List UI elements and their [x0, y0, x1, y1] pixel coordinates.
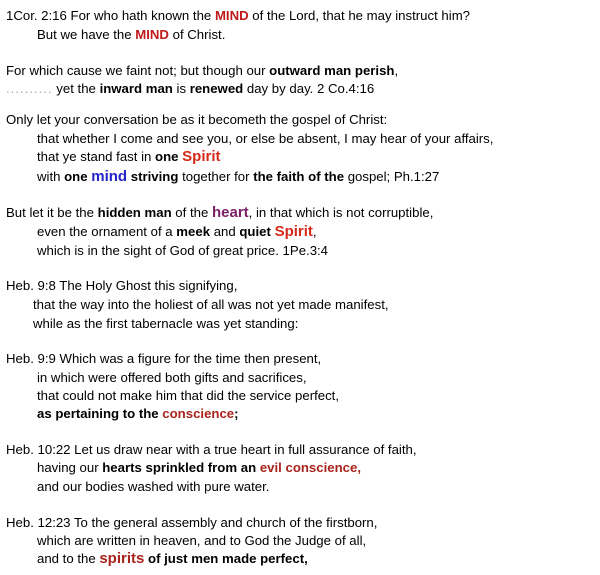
verse-heb99-line-2: in which were offered both gifts and sacrifices, [37, 370, 307, 385]
verse-heb1223-line-3 [37, 551, 308, 567]
bold-meek: meek [176, 224, 211, 239]
text: 1Cor. 2:16 For who hath known the [6, 8, 215, 23]
text: But we have the [37, 27, 136, 42]
highlight-heart: heart [211, 204, 249, 221]
verse-ph-line-2: that whether I come and see you, or else be absent, I may hear of your affairs, [37, 131, 494, 146]
text: that ye stand fast in [37, 149, 156, 164]
text: , in that which is not corruptible, [248, 205, 434, 220]
highlight-spirits: spirits [99, 550, 145, 567]
text: with [37, 169, 65, 184]
text: ; [234, 406, 239, 421]
verse-heb1022-line-3: and our bodies washed with pure water. [37, 479, 270, 494]
bold-inward-man: inward man [99, 81, 173, 96]
verse-ph-line-1: Only let your conversation be as it becometh the gospel of Christ: [6, 112, 388, 127]
verse-1pe-line-2 [37, 224, 317, 240]
verse-heb98-line-3: while as the first tabernacle was yet standing: [33, 316, 299, 331]
text: yet the [52, 81, 100, 96]
highlight-mind: MIND [214, 8, 249, 23]
text: and to the [37, 551, 100, 566]
bold-just-men: of just men made perfect, [144, 551, 308, 566]
verse-heb98-line-1: Heb. 9:8 The Holy Ghost this signifying, [6, 278, 238, 293]
text: of the Lord, that he may instruct him? [248, 8, 471, 23]
text: , [394, 63, 399, 78]
bold-quiet: quiet [239, 224, 271, 239]
verse-heb99-line-4 [37, 406, 239, 422]
text: is [172, 81, 190, 96]
verse-ph-line-3 [37, 149, 221, 165]
verse-1cor-line-1 [6, 8, 470, 24]
verse-heb98-line-2: that the way into the holiest of all was not yet made manifest, [33, 297, 389, 312]
verse-1pe-line-3: which is in the sight of God of great price. 1Pe.3:4 [37, 243, 329, 258]
bold-hearts-sprinkled: hearts sprinkled from an [102, 460, 257, 475]
text: of Christ. [168, 27, 226, 42]
text: day by day. 2 Co.4:16 [243, 81, 375, 96]
bold-one: one [64, 169, 88, 184]
text: together for [178, 169, 254, 184]
text: and [210, 224, 240, 239]
bold-outward-man: outward man perish [269, 63, 395, 78]
highlight-evil-conscience: evil conscience, [259, 460, 361, 475]
text: of the [171, 205, 212, 220]
bold-faith: the faith of the [253, 169, 345, 184]
text: gospel; Ph.1:27 [344, 169, 440, 184]
bold-striving: striving [130, 169, 179, 184]
highlight-mind: mind [91, 168, 128, 185]
verse-2co-line-1 [6, 63, 398, 79]
verse-heb99-line-3: that could not make him that did the service perfect, [37, 388, 340, 403]
highlight-conscience: conscience [162, 406, 235, 421]
highlight-mind: MIND [135, 27, 169, 42]
verse-ph-line-4 [37, 169, 439, 185]
highlight-spirit: Spirit [182, 148, 221, 165]
text: even the ornament of a [37, 224, 177, 239]
text: But let it be the [6, 205, 98, 220]
text: , [312, 224, 317, 239]
indent-dots: .......... [6, 81, 53, 96]
highlight-spirit: Spirit [274, 223, 313, 240]
verse-heb1223-line-2: which are written in heaven, and to God the Judge of all, [37, 533, 367, 548]
verse-heb1022-line-1: Heb. 10:22 Let us draw near with a true heart in full assurance of faith, [6, 442, 417, 457]
text: having our [37, 460, 103, 475]
verse-heb1223-line-1: Heb. 12:23 To the general assembly and church of the firstborn, [6, 515, 378, 530]
bold-renewed: renewed [189, 81, 244, 96]
bold-hidden-man: hidden man [97, 205, 172, 220]
text: For which cause we faint not; but though our [6, 63, 270, 78]
bold-pertaining: as pertaining to the [37, 406, 163, 421]
bold-one: one [155, 149, 179, 164]
verse-1pe-line-1 [6, 205, 433, 221]
verse-heb99-line-1: Heb. 9:9 Which was a figure for the time then present, [6, 351, 322, 366]
verse-1cor-line-2 [37, 27, 225, 43]
verse-2co-line-2 [6, 81, 374, 97]
verse-heb1022-line-2 [37, 460, 361, 476]
